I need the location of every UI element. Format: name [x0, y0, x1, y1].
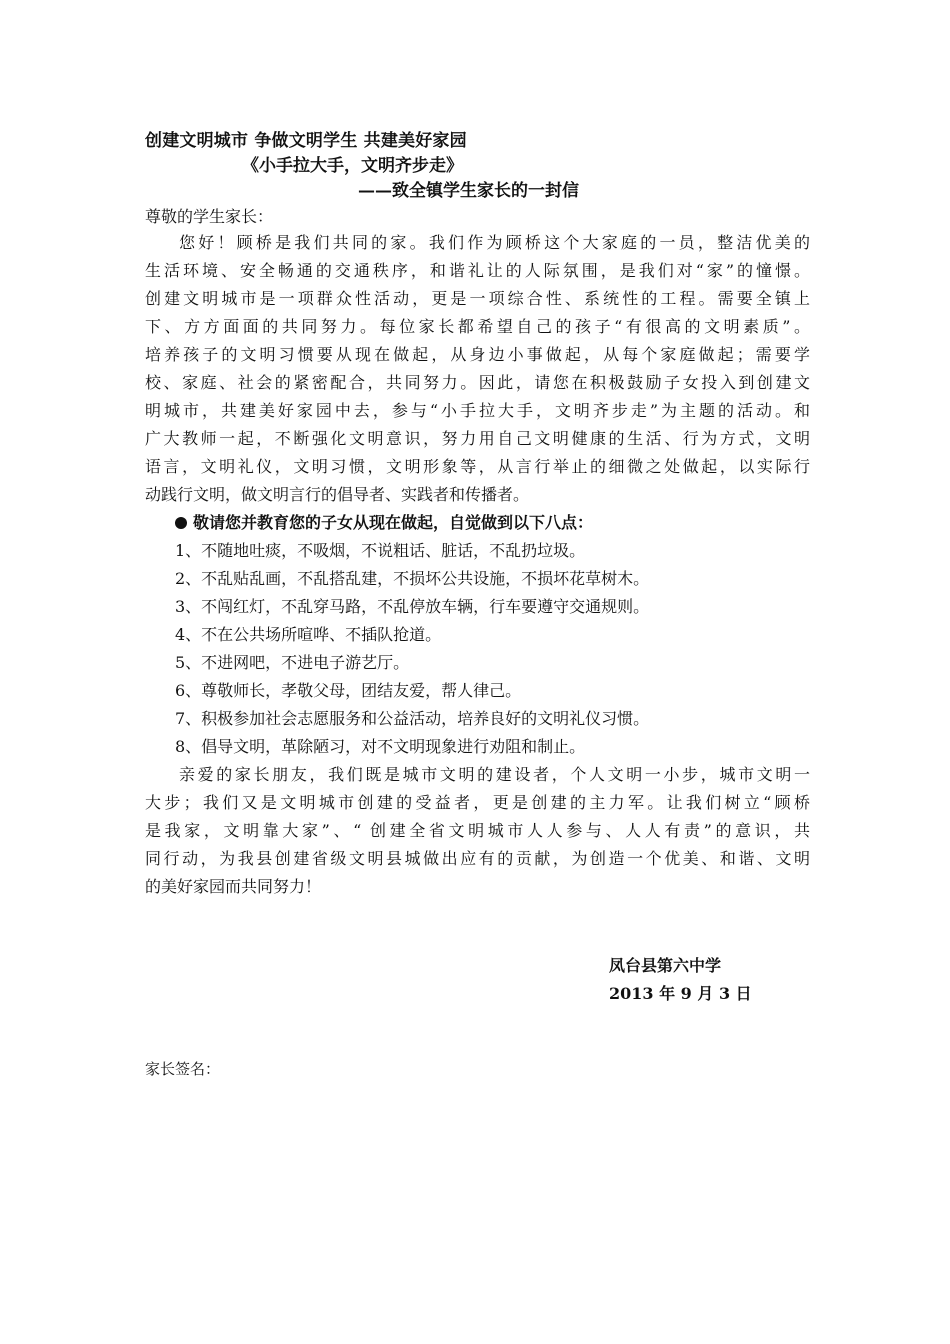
salutation: 尊敬的学生家长：: [145, 207, 274, 226]
signature-block: [609, 952, 752, 1008]
rule-item: 5、不进网吧，不进电子游艺厅。: [175, 653, 410, 672]
letter-body: [145, 229, 810, 901]
paragraph-line: 您好！顾桥是我们共同的家。我们作为顾桥这个大家庭的一员，整洁优美的: [179, 233, 810, 252]
letter-addressee-line: ——致全镇学生家长的一封信: [358, 181, 579, 201]
paragraph-line: 培养孩子的文明习惯要从现在做起，从身边小事做起，从每个家庭做起；需要学: [145, 345, 810, 364]
paragraph-line: 大步；我们又是文明城市创建的受益者，更是创建的主力军。让我们树立“顾桥: [145, 793, 810, 812]
paragraph-intro: [145, 229, 810, 509]
paragraph-line: 创建文明城市是一项群众性活动，更是一项综合性、系统性的工程。需要全镇上: [145, 289, 810, 308]
school-name: 凤台县第六中学: [609, 956, 722, 975]
paragraph-line: 亲爱的家长朋友，我们既是城市文明的建设者，个人文明一小步，城市文明一: [179, 765, 810, 784]
rule-item: 3、不闯红灯，不乱穿马路，不乱停放车辆，行车要遵守交通规则。: [175, 597, 650, 616]
rule-item: 6、尊敬师长，孝敬父母，团结友爱，帮人律己。: [175, 681, 522, 700]
paragraph-line: 下、方方面面的共同努力。每位家长都希望自己的孩子“有很高的文明素质”。: [145, 317, 810, 336]
letter-date: 2013 年 9 月 3 日: [609, 984, 752, 1003]
letter-subtitle: 《小手拉大手，文明齐步走》: [242, 156, 463, 176]
paragraph-line: 广大教师一起，不断强化文明意识，努力用自己文明健康的生活、行为方式，文明: [145, 429, 810, 448]
paragraph-line: 同行动，为我县创建省级文明县城做出应有的贡献，为创造一个优美、和谐、文明: [145, 849, 810, 868]
paragraph-line: 生活环境、安全畅通的交通秩序，和谐礼让的人际氛围，是我们对“家”的憧憬。: [145, 261, 810, 280]
letter-title: 创建文明城市 争做文明学生 共建美好家园: [145, 131, 467, 151]
rule-item: 1、不随地吐痰，不吸烟，不说粗话、脏话，不乱扔垃圾。: [175, 541, 586, 560]
paragraph-line: 动践行文明，做文明言行的倡导者、实践者和传播者。: [145, 485, 530, 504]
paragraph-line: 语言，文明礼仪，文明习惯，文明形象等，从言行举止的细微之处做起，以实际行: [145, 457, 810, 476]
paragraph-line: 是我家，文明靠大家”、“ 创建全省文明城市人人参与、人人有责”的意识，共: [145, 821, 810, 840]
paragraph-line: 校、家庭、社会的紧密配合，共同努力。因此，请您在积极鼓励子女投入到创建文: [145, 373, 810, 392]
rules-list: [145, 537, 810, 761]
paragraph-line: 明城市，共建美好家园中去，参与“小手拉大手，文明齐步走”为主题的活动。和: [145, 401, 810, 420]
bullet-icon: [175, 517, 187, 529]
rules-heading-text: 敬请您并教育您的子女从现在做起，自觉做到以下八点：: [193, 513, 594, 532]
rules-heading: [145, 509, 810, 537]
rule-item: 7、积极参加社会志愿服务和公益活动，培养良好的文明礼仪习惯。: [175, 709, 650, 728]
paragraph-line: 的美好家园而共同努力！: [145, 877, 322, 896]
parent-signature-label: 家长签名：: [145, 1060, 221, 1078]
rule-item: 8、倡导文明，革除陋习，对不文明现象进行劝阻和制止。: [175, 737, 586, 756]
rule-item: 4、不在公共场所喧哗、不插队抢道。: [175, 625, 442, 644]
rule-item: 2、不乱贴乱画，不乱搭乱建，不损坏公共设施，不损坏花草树木。: [175, 569, 650, 588]
paragraph-closing: [145, 761, 810, 901]
